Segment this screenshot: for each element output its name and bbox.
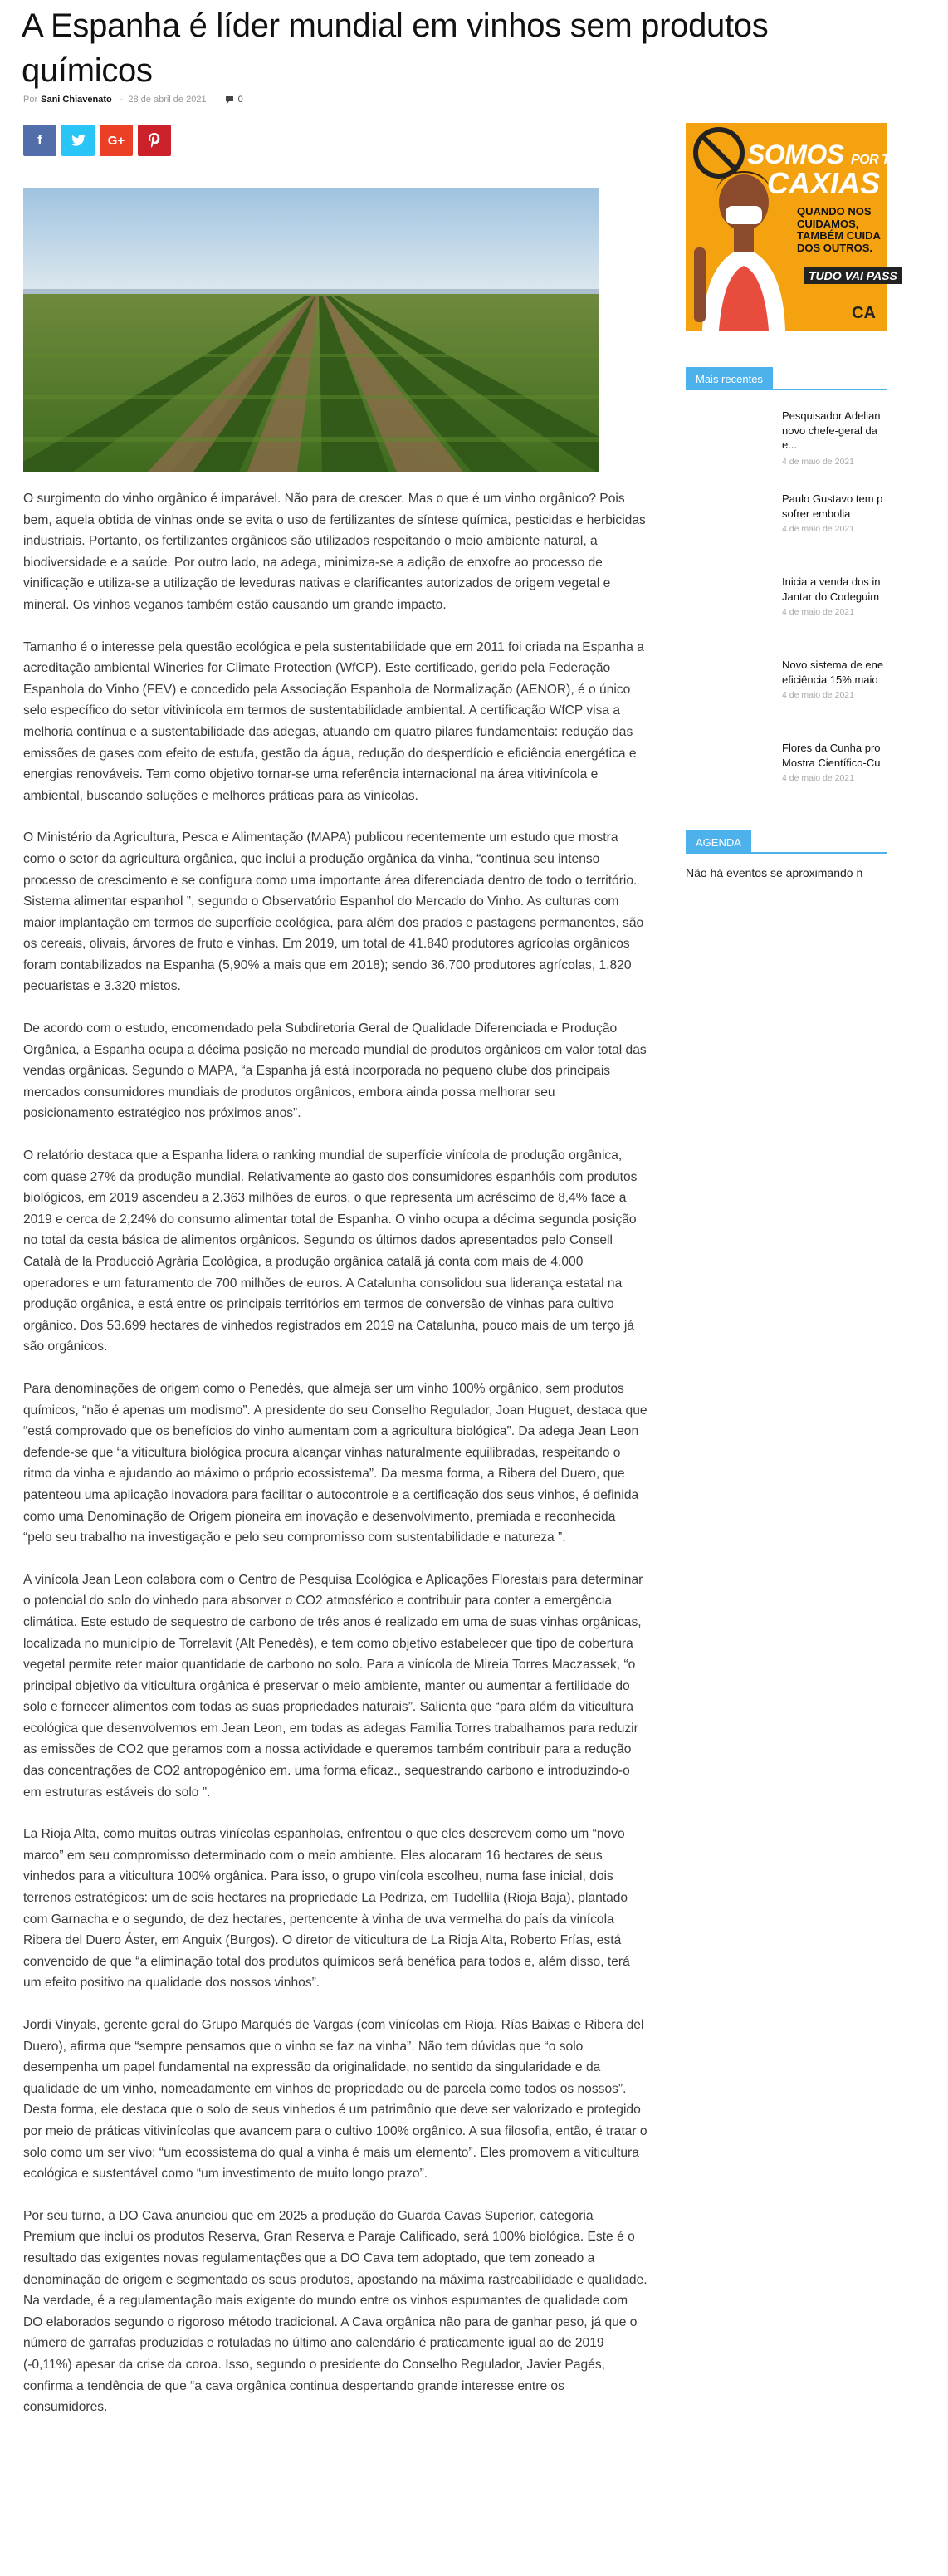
- ad-cta: TUDO VAI PASS: [804, 267, 902, 284]
- article-paragraph: A vinícola Jean Leon colabora com o Centro de Pesquisa Ecológica e Aplicações Florestais para determinar o potencial do solo do vinhedo para absorver o CO2 atmosférico e contribuir para conter a emergência climática. Este estudo de sequestro de carbono de três anos é realizado em uma de suas vinhas orgânicas, localizada no município de Torrelavit (Alt Penedès), e tem como objetivo estabelecer que tipo de cobertura vegetal permite reter maior quantidade de carbono no solo. Para a vinícola de Mireia Torres Maczassek, “o principal objetivo da viticultura orgânica é preservar o meio ambiente, manter ou aumentar a fertilidade do solo e fornecer alimentos com todas as suas propriedades naturais”. Salienta que “para além da viticultura ecológica que desenvolvemos em Jean Leon, em todas as adegas Familia Torres trabalhamos para reduzir as emissões de CO2 que geramos com a nossa actividade e queremos também contribuir para a redução das concentrações de CO2 antropogénico em. uma forma eficaz., sequestrando carbono e introduzindo-o em estruturas estáveis do solo ”.: [23, 1572, 643, 1800]
- recent-post-date: 4 de maio de 2021: [782, 773, 854, 783]
- ad-headline-small: POR TI,: [851, 153, 897, 167]
- ad-headline-2: CAXIAS: [767, 166, 881, 200]
- comments-count-link[interactable]: [225, 95, 243, 105]
- title-line: Paulo Gustavo tem p: [782, 492, 883, 505]
- agenda-header: [686, 836, 887, 854]
- recent-posts-header: [686, 373, 887, 390]
- recent-post-date: 4 de maio de 2021: [782, 690, 854, 700]
- recent-post-thumbnail[interactable]: [686, 492, 769, 550]
- author-link[interactable]: Sani Chiavenato: [41, 95, 112, 105]
- title-line: Flores da Cunha pro: [782, 742, 881, 754]
- google-plus-icon: G+: [107, 133, 125, 148]
- recent-post-date: 4 de maio de 2021: [782, 457, 854, 467]
- article-paragraph: O relatório destaca que a Espanha lidera o ranking mundial de superfície vinícola de produção orgânica, com quase 27% da produção mundial. Relativamente ao gasto dos consumidores espanhóis com produtos biológicos, em 2019 ascendeu a 2.363 milhões de euros, o que representa um acréscimo de 8,4% face a 2019 e cerca de 2,24% do consumo alimentar total de Espanha. O vinho ocupa a décima segunda posição no total da cesta básica de alimentos orgânicos. Segundo os últimos dados apresentados pelo Consell Català de la Producció Agrària Ecològica, a produção orgânica catalã já conta com mais de 4.000 operadores e um faturamento de 700 milhões de euros. A Catalunha consolidou sua liderança estatal na produção orgânica, e está entre os principais territórios em termos de conversão de vinhas para cultivo orgânico. Dos 53.699 hectares de vinhedos registrados em 2019 na Catalunha, pouco mais de um terço já são orgânicos.: [23, 1148, 638, 1354]
- recent-post-item[interactable]: [686, 492, 887, 550]
- article-paragraph: De acordo com o estudo, encomendado pela Subdiretoria Geral de Qualidade Diferenciada e Produção Orgânica, a Espanha ocupa a décima posição no mercado mundial de produtos orgânicos em valor total das vendas orgânicas. Segundo o MAPA, “a Espanha já está incorporada no pequeno clube dos principais mercados consumidores mundiais de produtos orgânicos, embora ainda possa melhorar seu posicionamento estratégico nos próximos anos”.: [23, 1021, 647, 1121]
- by-label: Por: [23, 95, 38, 105]
- title-line: novo chefe-geral da: [782, 424, 877, 437]
- recent-post-item[interactable]: [686, 658, 887, 716]
- share-facebook-button[interactable]: [23, 125, 56, 156]
- agenda-empty-message: Não há eventos se aproximando n: [686, 866, 863, 879]
- share-twitter-button[interactable]: [61, 125, 95, 156]
- article-paragraph: Jordi Vinyals, gerente geral do Grupo Marqués de Vargas (com vinícolas em Rioja, Rías Baixas e Ribera del Duero), afirma que “sempre pensamos que o vinho se faz na vinha”. Não tem dúvidas que “o solo desempenha um papel fundamental na expressão da originalidade, no sentido da singularidade e da qualidade de um vinho, nomeadamente em vinhos de propriedade ou de parcela como todos os nossos”. Desta forma, ele destaca que o solo de seus vinhedos é um patrimônio que deve ser valorizado e protegido por meio de práticas vitivinícolas que avancem para o cultivo 100% orgânico. A sua filosofia, então, é tratar o solo como um ser vivo: “um ecossistema do qual a vinha é mais um elemento”. Eles promovem a viticultura ecológica e sustentável como “um investimento de muito longo prazo”.: [23, 2018, 647, 2182]
- ad-logo: CA: [852, 304, 876, 322]
- ad-tagline-line: QUANDO NOS: [797, 205, 872, 218]
- article-meta: [23, 95, 243, 105]
- article-body: [23, 488, 647, 2439]
- share-pinterest-button[interactable]: [138, 125, 171, 156]
- recent-post-thumbnail[interactable]: [686, 409, 769, 467]
- comment-icon: [225, 95, 234, 104]
- title-line: Jantar do Codeguim: [782, 590, 880, 603]
- ad-headline-big: SOMOS: [747, 140, 844, 169]
- facebook-icon: f: [37, 132, 42, 148]
- agenda-title: AGENDA: [686, 830, 751, 854]
- featured-image-vineyard: [23, 188, 599, 472]
- share-buttons: [23, 125, 171, 156]
- recent-post-item[interactable]: [686, 575, 887, 633]
- twitter-icon: [71, 135, 86, 146]
- article-title: A Espanha é líder mundial em vinhos sem produtos químicos: [22, 7, 769, 89]
- recent-post-date: 4 de maio de 2021: [782, 607, 854, 617]
- ad-tagline-line: DOS OUTROS.: [797, 241, 873, 254]
- share-google-plus-button[interactable]: [100, 125, 133, 156]
- sidebar-ad-banner[interactable]: [686, 123, 897, 331]
- vineyard-photo: [23, 188, 599, 472]
- ad-tagline-line: TAMBÉM CUIDA: [797, 229, 881, 242]
- title-line: Pesquisador Adelian: [782, 409, 881, 422]
- article-paragraph: Tamanho é o interesse pela questão ecológica e pela sustentabilidade que em 2011 foi criada na Espanha a acreditação ambiental Wineries for Climate Protection (WfCP). Este certificado, gerido pela Federação Espanhola do Vinho (FEV) e concedido pela Associação Espanhola de Normalização (AENOR), é o único selo específico do setor vitivinícola em termos de sustentabilidade ambiental. A certificação WfCP visa a melhoria contínua e a sustentabilidade das adegas, atuando em quatro pilares fundamentais: redução das emissões de gases com efeito de estufa, gestão da água, redução do desperdício e eficiência energética e energias renováveis. Tem como objetivo tornar-se uma referência internacional na área vitivinícola e ambiental, buscando soluções e melhores práticas para as vinícolas.: [23, 639, 644, 803]
- title-line: e...: [782, 438, 798, 451]
- comments-count: 0: [237, 95, 243, 105]
- pinterest-icon: [149, 133, 160, 148]
- ad-tagline: [797, 206, 881, 254]
- recent-post-thumbnail[interactable]: [686, 575, 769, 633]
- recent-post-title[interactable]: [782, 741, 948, 770]
- article-paragraph: Para denominações de origem como o Penedès, que almeja ser um vinho 100% orgânico, sem produtos químicos, “não é apenas um modismo”. A presidente do seu Conselho Regulador, Joan Huguet, destaca que “está comprovado que os benefícios do vinho aumentam com a agricultura biológica”. Da adega Jean Leon defende-se que “a viticultura biológica procura alcançar vinhas naturalmente equilibradas, respeitando o ritmo da vinha e ajudando ao máximo o próprio ecossistema”. Da mesma forma, a Ribera del Duero, que patenteou uma aplicação inovadora para facilitar o autocontrole e a certificação dos seus vinhos, é definida como uma Denominação de Origem pioneira em inovação e desenvolvimento, premiada e reconhecida “pelo seu trabalho na investigação e pelo seu compromisso com sustentabilidade e natureza ”.: [23, 1381, 647, 1545]
- title-line: Mostra Científico-Cu: [782, 756, 881, 769]
- recent-posts-title: Mais recentes: [686, 367, 773, 390]
- recent-post-thumbnail[interactable]: [686, 741, 769, 799]
- publish-date: 28 de abril de 2021: [128, 95, 207, 105]
- title-line: eficiência 15% maio: [782, 673, 878, 686]
- ad-tagline-line: CUIDAMOS,: [797, 217, 859, 230]
- recent-post-date: 4 de maio de 2021: [782, 524, 854, 534]
- recent-post-title[interactable]: [782, 492, 948, 521]
- title-line: Novo sistema de ene: [782, 659, 884, 671]
- title-line: sofrer embolia: [782, 507, 851, 520]
- recent-post-item[interactable]: [686, 741, 887, 799]
- recent-post-thumbnail[interactable]: [686, 658, 769, 716]
- article-paragraph: O Ministério da Agricultura, Pesca e Alimentação (MAPA) publicou recentemente um estudo que mostra como o setor da agricultura orgânica, que inclui a produção orgânica da vinha, “continua seu intenso processo de crescimento e se configura como uma importante área diferenciada dentro de todo o território. Sistema alimentar espanhol ”, segundo o Observatório Espanhol do Mercado do Vinho. As culturas com maior implantação em termos de superfície ecológica, para além dos prados e pastagens permanentes, são os cereais, olivais, árvores de fruto e vinhas. Em 2019, um total de 41.840 produtores agrícolas orgânicos foram contabilizados na Espanha (5,90% a mais que em 2018); sendo 36.700 produtores agrícolas, 1.820 pecuaristas e 3.320 mistos.: [23, 830, 644, 994]
- recent-post-item[interactable]: [686, 409, 887, 467]
- recent-post-title[interactable]: [782, 409, 948, 453]
- recent-post-title[interactable]: [782, 658, 948, 687]
- title-line: Inicia a venda dos in: [782, 575, 881, 588]
- article-paragraph: O surgimento do vinho orgânico é imparável. Não para de crescer. Mas o que é um vinho orgânico? Pois bem, aquela obtida de vinhas onde se evita o uso de fertilizantes de síntese química, pesticidas e herbicidas industriais. Portanto, os fertilizantes orgânicos são utilizados respeitando o meio ambiente natural, a biodiversidade e a saúde. Por outro lado, na adega, minimiza-se a adição de enxofre ao processo de vinificação e utiliza-se a utilização de leveduras nativas e clarificantes autorizados de origem vegetal e mineral. Os vinhos veganos também estão causando um grande impacto.: [23, 492, 646, 612]
- recent-post-title[interactable]: [782, 575, 948, 604]
- article-paragraph: Por seu turno, a DO Cava anunciou que em 2025 a produção do Guarda Cavas Superior, categoria Premium que inclui os produtos Reserva, Gran Reserva e Paraje Calificado, será 100% biológica. Este é o resultado das exigentes novas regulamentações que a DO Cava tem adoptado, que tem zoneado a denominação de origem e segmentado os seus produtos, apostando na máxima rastreabilidade e qualidade. Na verdade, é a regulamentação mais exigente do mundo entre os vinhos espumantes de qualidade com DO elaborados segundo o rigoroso método tradicional. A Cava orgânica não para de ganhar peso, já que o número de garrafas produzidas e rotuladas no último ano calendário é praticamente igual ao de 2019 (-0,11%) apesar da crise da coroa. Isso, segundo o presidente do Conselho Regulador, Javier Pagés, confirma a tendência de que “a cava orgânica continua despertando grande interesse entre os consumidores.: [23, 2208, 647, 2415]
- article-paragraph: La Rioja Alta, como muitas outras vinícolas espanholas, enfrentou o que eles descrevem como um “novo marco” em seu compromisso determinado com o meio ambiente. Eles alocaram 16 hectares de seus vinhedos para a viticultura 100% orgânica. Para isso, o grupo vinícola escolheu, numa fase inicial, dois terrenos estratégicos: um de seis hectares na propriedade La Pedriza, em Tudellila (Rioja Baja), plantado com Garnacha e o segundo, de dez hectares, pertencente à vinha de uva vermelha do país da vinícola Ribera del Duero Áster, em Anguix (Burgos). O diretor de viticultura de La Rioja Alta, Roberto Frías, está convencido de que “a eliminação total dos produtos químicos será benéfica para todos e, além disso, terá um efeito positivo na qualidade dos nossos vinhos”.: [23, 1827, 630, 1991]
- meta-separator: -: [120, 95, 124, 105]
